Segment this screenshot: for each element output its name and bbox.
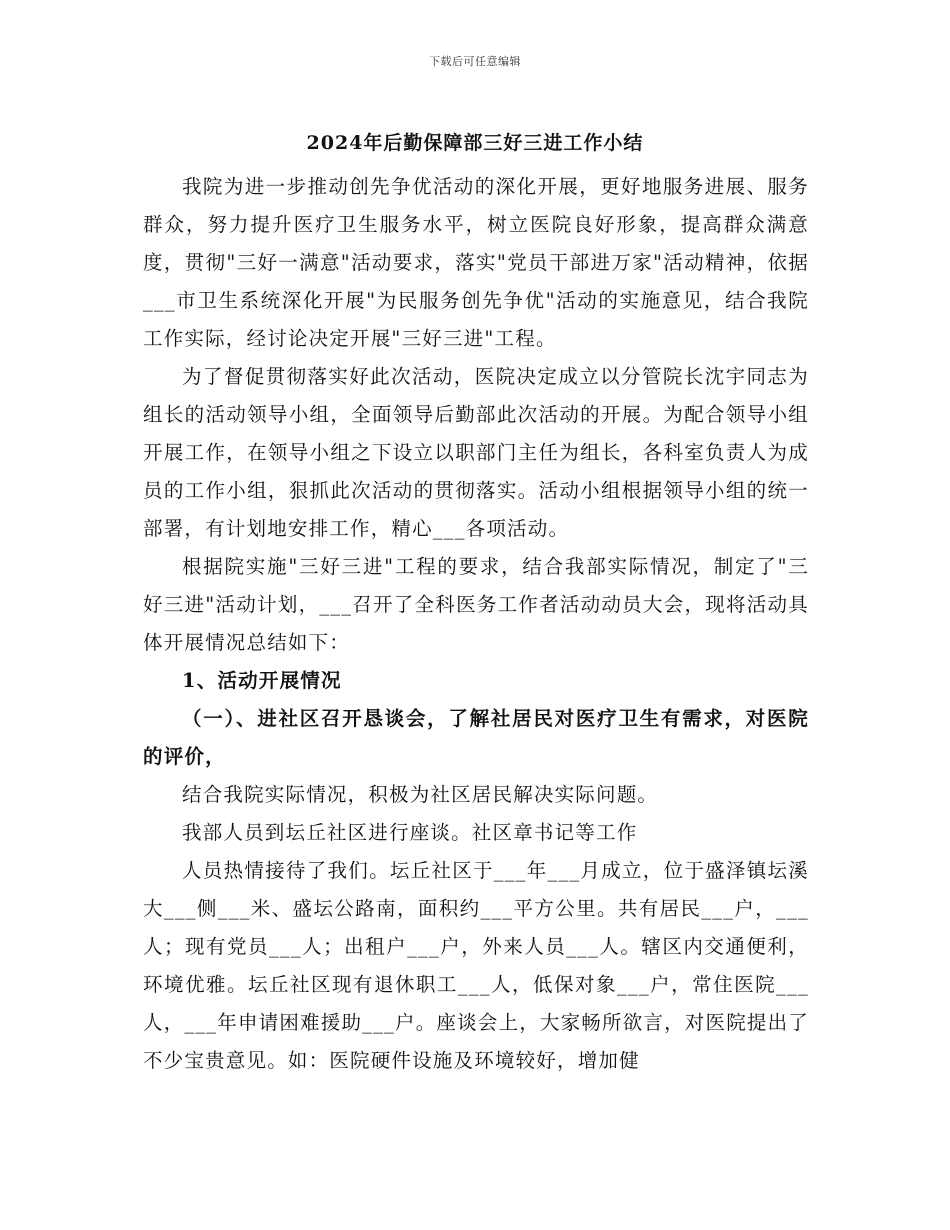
- paragraph-leadership: 为了督促贯彻落实好此次活动，医院决定成立以分管院长沈宇同志为组长的活动领导小组，全面领导后勤部此次活动的开展。为配合领导小组开展工作，在领导小组之下设立以职部门主任为组长，各科室负责人为成员的工作小组，狠抓此次活动的贯彻落实。活动小组根据领导小组的统一部署，有计划地安排工作，精心___各项活动。: [143, 365, 809, 540]
- paragraph-solve-problems: 结合我院实际情况，积极为社区居民解决实际问题。: [182, 783, 659, 806]
- subsection-heading: （一）、进社区召开恳谈会，了解社居民对医疗卫生有需求，对医院的评价，: [143, 707, 809, 768]
- document-body: [143, 168, 809, 1080]
- header-note: 下载后可任意编辑: [429, 55, 521, 68]
- paragraph-intro: 我院为进一步推动创先争优活动的深化开展，更好地服务进展、服务群众，努力提升医疗卫生服务水平，树立医院良好形象，提高群众满意度，贯彻"三好一满意"活动要求，落实"党员干部进万家"活动精神，依据___市卫生系统深化开展"为民服务创先争优"活动的实施意见，结合我院工作实际，经讨论决定开展"三好三进"工程。: [143, 175, 809, 350]
- paragraph-community-details: 人员热情接待了我们。坛丘社区于___年___月成立，位于盛泽镇坛溪大___侧___米、盛坛公路南，面积约___平方公里。共有居民___户，___人；现有党员___人；出租户___户，外来人员___人。辖区内交通便利，环境优雅。坛丘社区现有退休职工___人，低保对象___户，常住医院___人，___年申请困难援助___户。座谈会上，大家畅所欲言，对医院提出了不少宝贵意见。如：医院硬件设施及环境较好，增加健: [143, 859, 810, 1072]
- paragraph-visit: 我部人员到坛丘社区进行座谈。社区章书记等工作: [182, 821, 638, 844]
- document-title: 2024年后勤保障部三好三进工作小结: [306, 132, 644, 154]
- paragraph-plan: 根据院实施"三好三进"工程的要求，结合我部实际情况，制定了"三好三进"活动计划，___召开了全科医务工作者活动动员大会，现将活动具体开展情况总结如下：: [143, 555, 809, 654]
- section-heading: 1、活动开展情况: [182, 669, 342, 692]
